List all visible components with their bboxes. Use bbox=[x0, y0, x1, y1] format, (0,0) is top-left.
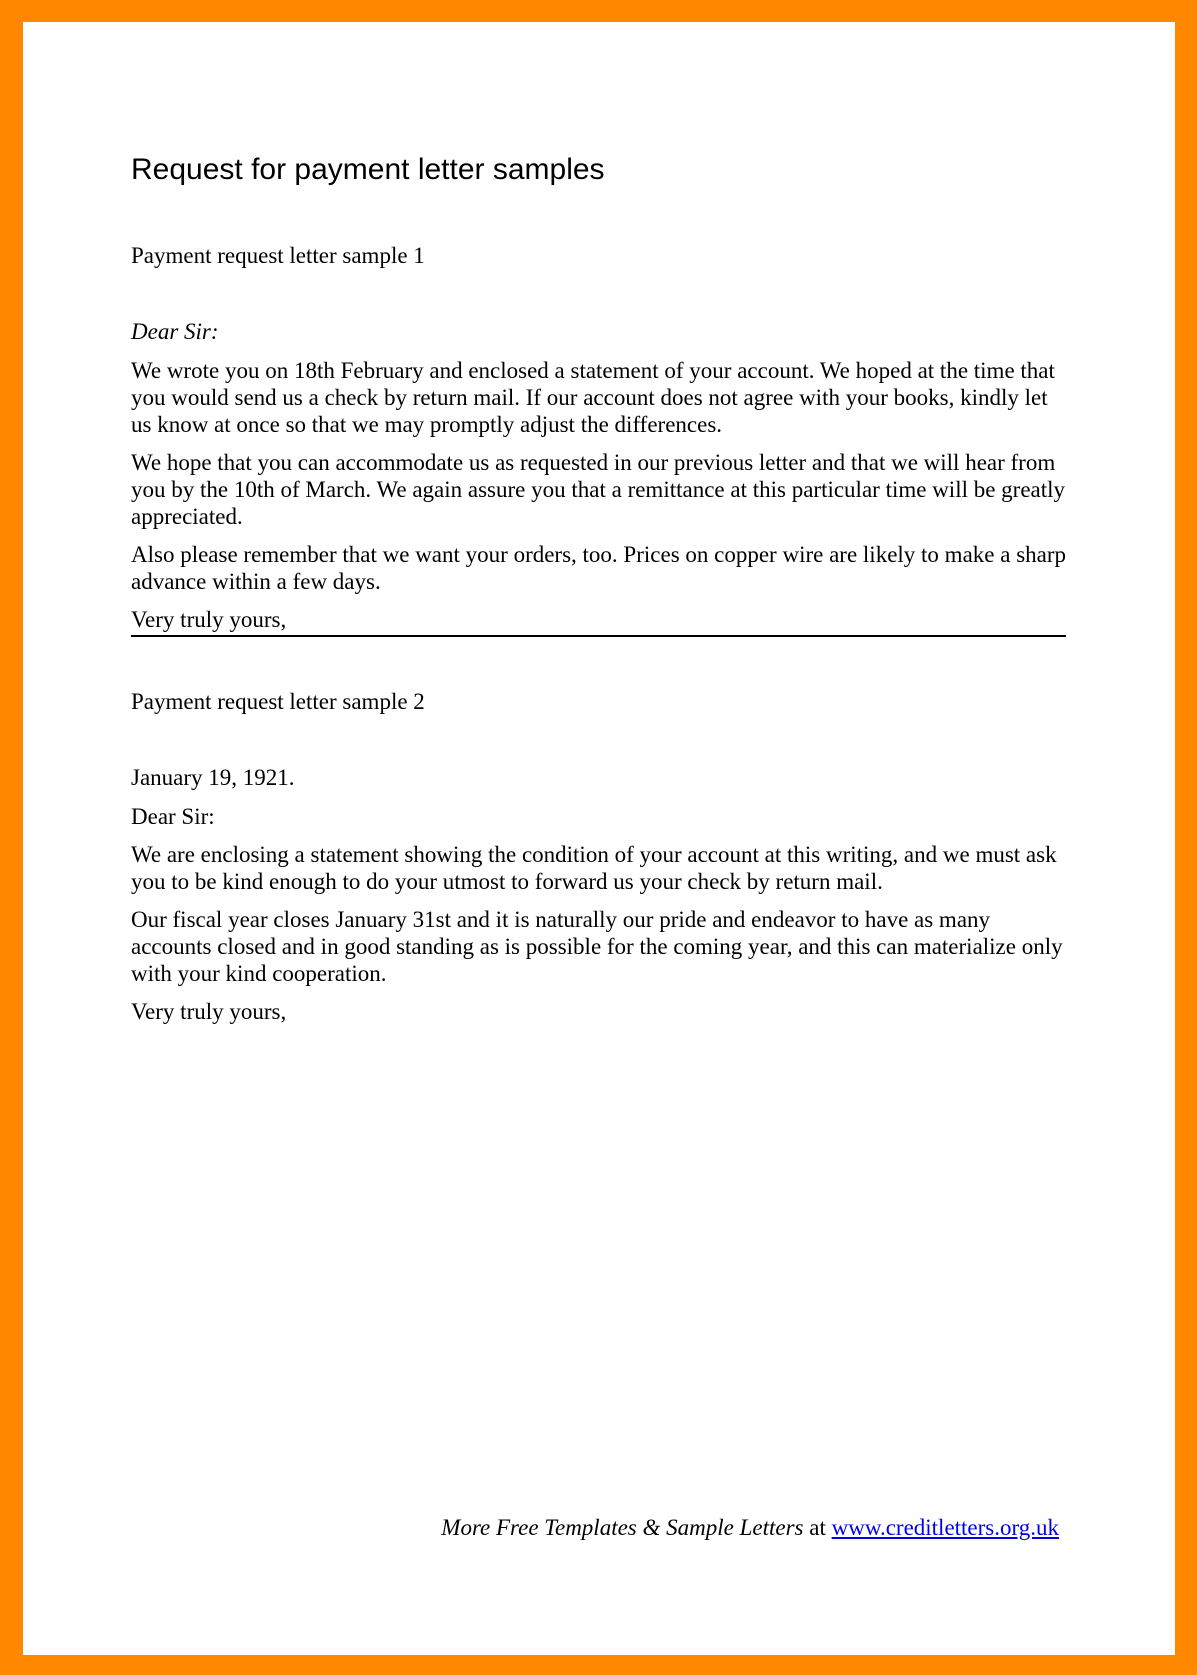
sample1-paragraph-1: We wrote you on 18th February and enclosed a statement of your account. We hoped at the time that you would send us a check by return mail. If our account does not agree with your books, kindly let us know at once so that we may promptly adjust the differences. bbox=[131, 358, 1055, 437]
section-divider bbox=[131, 635, 1066, 637]
sample2-paragraph-1: We are enclosing a statement showing the condition of your account at this writing, and we must ask you to be kind enough to do your utmost to forward us your check by return mail. bbox=[131, 842, 1057, 894]
sample1-paragraph-2: We hope that you can accommodate us as requested in our previous letter and that we will hear from you by the 10th of March. We again assure you that a remittance at this particular time will be greatly appreciated. bbox=[131, 450, 1066, 529]
footer-at: at bbox=[803, 1515, 832, 1540]
document-title-wrap bbox=[131, 152, 1066, 188]
sample1-salutation: Dear Sir: bbox=[131, 319, 219, 344]
sample2-closing: Very truly yours, bbox=[131, 999, 287, 1024]
sample1-closing: Very truly yours, bbox=[131, 607, 287, 632]
footer-prefix: More Free Templates & Sample Letters bbox=[441, 1515, 804, 1540]
sample1-heading: Payment request letter sample 1 bbox=[131, 243, 425, 268]
document-title: Request for payment letter samples bbox=[131, 153, 605, 186]
sample2-heading: Payment request letter sample 2 bbox=[131, 689, 425, 714]
sample2-paragraph-2: Our fiscal year closes January 31st and it is naturally our pride and endeavor to have as many accounts closed and in good standing as is possible for the coming year, and this can materialize only with your kind cooperation. bbox=[131, 907, 1063, 986]
sample2-salutation: Dear Sir: bbox=[131, 804, 215, 829]
sample1-paragraph-3: Also please remember that we want your orders, too. Prices on copper wire are likely to make a sharp advance within a few days. bbox=[131, 542, 1067, 594]
sample2-date: January 19, 1921. bbox=[131, 765, 295, 790]
footer-website-link[interactable]: www.creditletters.org.uk bbox=[831, 1515, 1059, 1540]
footer-credit bbox=[441, 1514, 1059, 1541]
